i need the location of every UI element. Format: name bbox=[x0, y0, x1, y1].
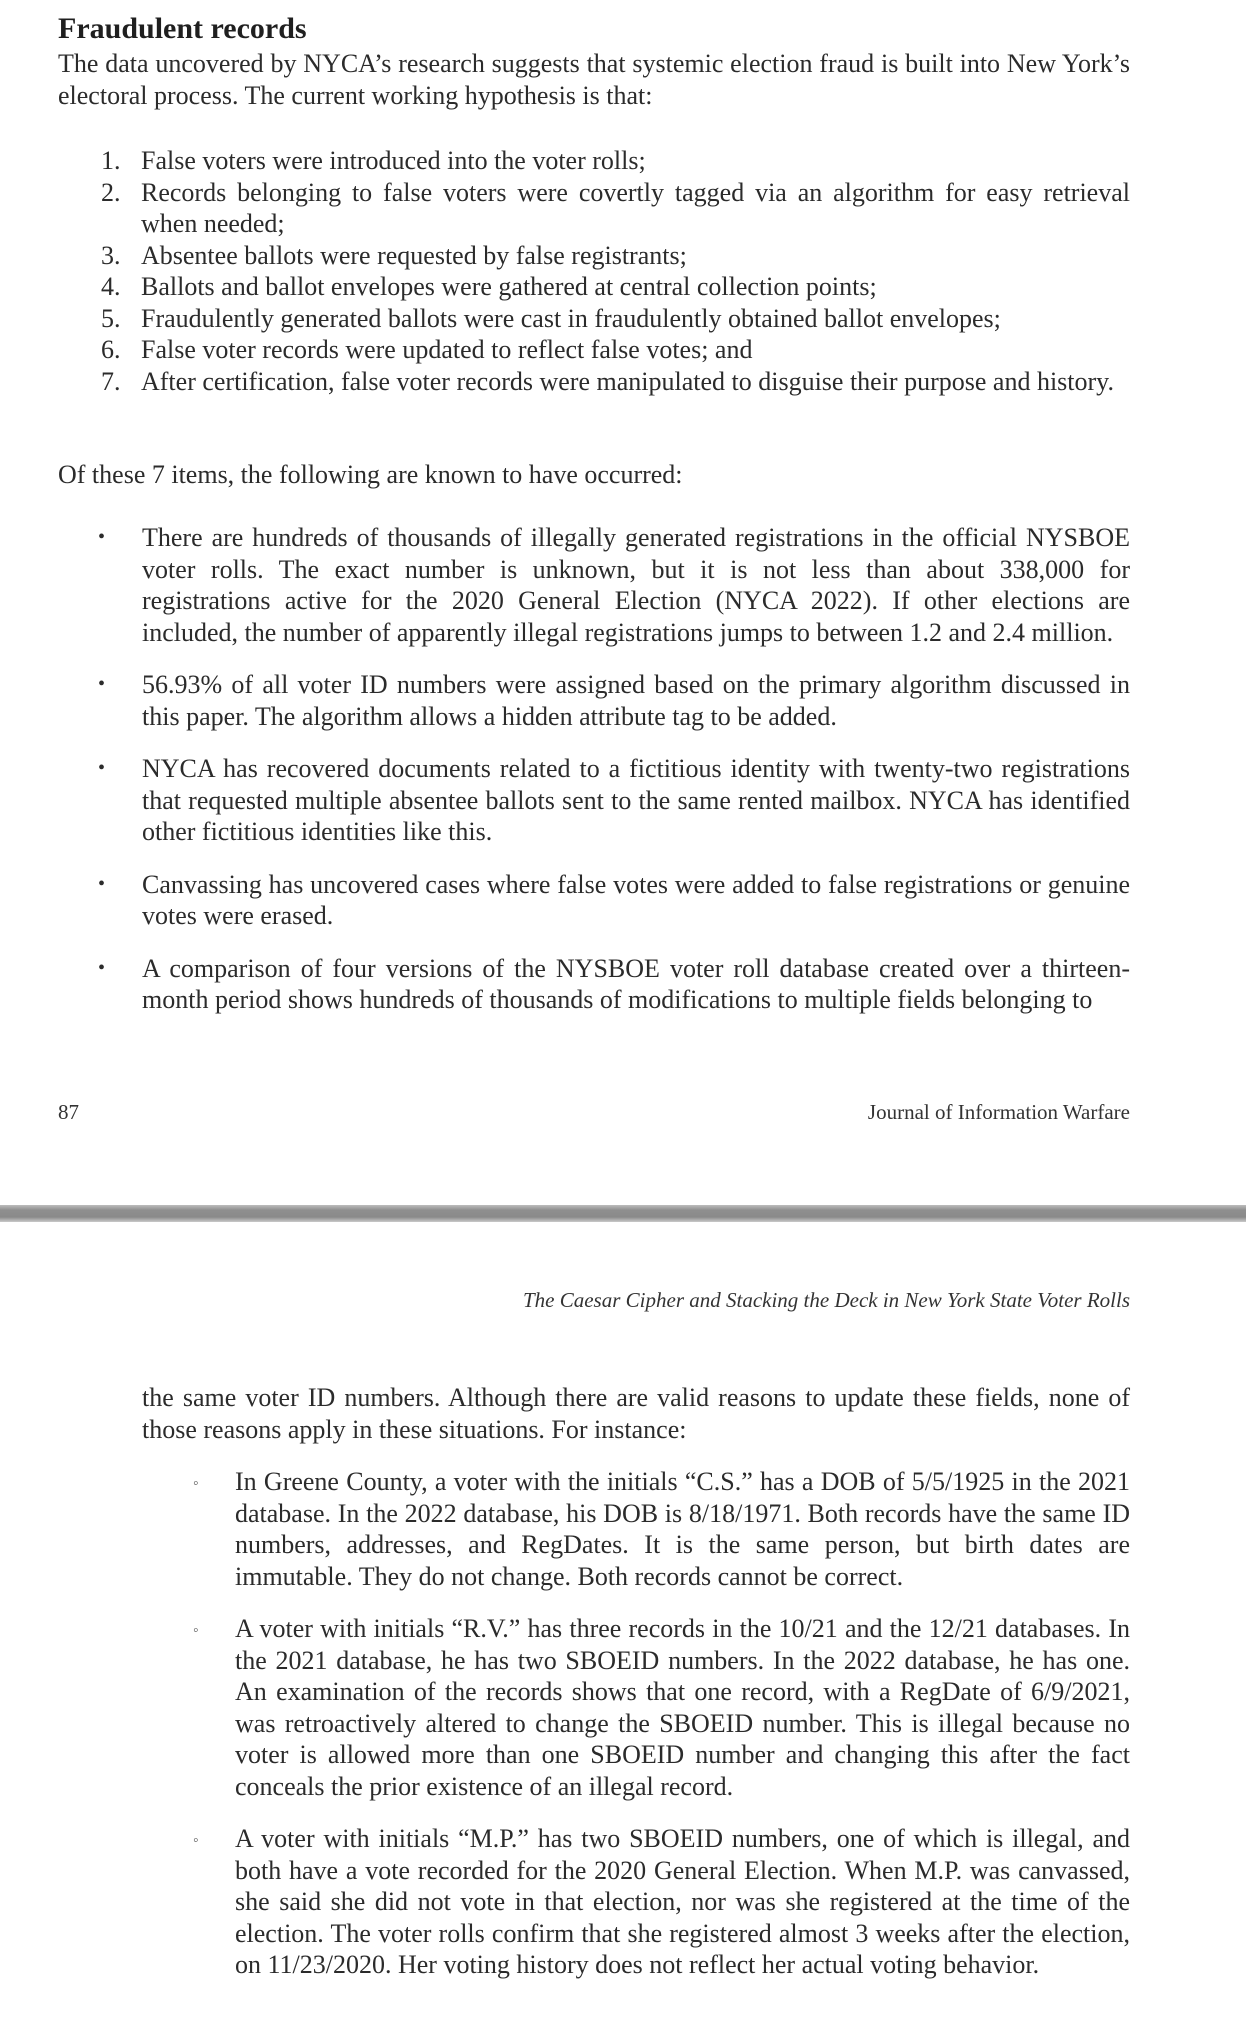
hypothesis-text: After certification, false voter records were manipulated to disguise their purpose and history. bbox=[141, 366, 1114, 396]
list-number: 2. bbox=[101, 177, 121, 207]
hypothesis-item bbox=[58, 303, 1130, 335]
fact-item bbox=[58, 669, 1130, 732]
bullet-icon: • bbox=[98, 956, 106, 979]
hypothesis-text: False voter records were updated to reflect false votes; and bbox=[141, 335, 753, 364]
hypothesis-item bbox=[58, 240, 1130, 272]
fact-text: There are hundreds of thousands of illegally generated registrations in the official NYSBOE voter rolls. The exact number is unknown, but it is not less than about 338,000 for registrations active for the 2020 General Election (NYCA 2022). If other elections are included, the number of apparently illegal registrations jumps to between 1.2 and 2.4 million. bbox=[142, 523, 1130, 647]
hypothesis-text: Absentee ballots were requested by false registrants; bbox=[141, 240, 687, 270]
fact-text: A comparison of four versions of the NYSBOE voter roll database created over a thirteen-month period shows hundreds of thousands of modifications to multiple fields belonging to bbox=[142, 953, 1130, 1014]
list-number: 3. bbox=[101, 240, 121, 270]
example-text: In Greene County, a voter with the initials “C.S.” has a DOB of 5/5/1925 in the 2021 database. In the 2022 database, his DOB is 8/18/1971. Both records have the same ID numbers, addresses, and RegDates. It is the same person, but birth dates are immutable. They do not change. Both records cannot be correct. bbox=[235, 1467, 1130, 1591]
intro-paragraph: The data uncovered by NYCA’s research suggests that systemic election fraud is built into New York’s electoral process. The current working hypothesis is that: bbox=[58, 49, 1130, 110]
example-text: A voter with initials “M.P.” has two SBOEID numbers, one of which is illegal, and both have a vote recorded for the 2020 General Election. When M.P. was canvassed, she said she did not vote in that election, nor was she registered at the time of the election. The voter rolls confirm that she registered almost 3 weeks after the election, on 11/23/2020. Her voting history does not reflect her actual voting behavior. bbox=[235, 1824, 1130, 1979]
bullet-icon: • bbox=[98, 872, 106, 895]
hypothesis-item bbox=[58, 271, 1130, 303]
hypothesis-item bbox=[58, 334, 1130, 366]
fact-text: 56.93% of all voter ID numbers were assigned based on the primary algorithm discussed in this paper. The algorithm allows a hidden attribute tag to be added. bbox=[142, 670, 1130, 731]
section-heading: Fraudulent records bbox=[58, 12, 307, 45]
occurred-paragraph: Of these 7 items, the following are known to have occurred: bbox=[58, 460, 683, 489]
list-number: 4. bbox=[101, 272, 121, 301]
document-page-88 bbox=[0, 1222, 1246, 2034]
circle-bullet-icon: ◦ bbox=[193, 1475, 199, 1492]
hypothesis-item bbox=[58, 145, 1130, 177]
circle-bullet-icon: ◦ bbox=[193, 1622, 199, 1639]
bullet-icon: • bbox=[98, 673, 106, 695]
hypothesis-item bbox=[58, 366, 1130, 398]
example-item bbox=[142, 1823, 1130, 1981]
continued-paragraph: the same voter ID numbers. Although there are valid reasons to update these fields, none of those reasons apply in these situations. For instance: bbox=[142, 1383, 1130, 1444]
hypothesis-text: False voters were introduced into the voter rolls; bbox=[141, 146, 646, 175]
hypothesis-text: Records belonging to false voters were covertly tagged via an algorithm for easy retrieval when needed; bbox=[141, 177, 1130, 238]
fact-item bbox=[58, 522, 1130, 648]
list-number: 1. bbox=[101, 146, 121, 175]
hypothesis-text: Fraudulently generated ballots were cast in fraudulently obtained ballot envelopes; bbox=[141, 303, 1001, 333]
known-facts-list bbox=[58, 522, 1130, 1037]
page-divider bbox=[0, 1205, 1246, 1222]
circle-bullet-icon: ◦ bbox=[193, 1832, 199, 1849]
fact-item bbox=[58, 869, 1130, 932]
example-text: A voter with initials “R.V.” has three records in the 10/21 and the 12/21 databases. In the 2021 database, he has two SBOEID numbers. In the 2022 database, he has one. An examination of the records shows that one record, with a RegDate of 6/9/2021, was retroactively altered to change the SBOEID number. This is illegal because no voter is allowed more than one SBOEID number and changing this after the fact conceals the prior existence of an illegal record. bbox=[235, 1614, 1130, 1801]
running-header: The Caesar Cipher and Stacking the Deck in New York State Voter Rolls bbox=[522, 1288, 1130, 1312]
fact-item bbox=[58, 953, 1130, 1016]
journal-footer: Journal of Information Warfare bbox=[867, 1100, 1130, 1124]
examples-list bbox=[142, 1466, 1130, 2002]
fact-text: NYCA has recovered documents related to a fictitious identity with twenty-two registrations that requested multiple absentee ballots sent to the same rented mailbox. NYCA has identified other fictitious identities like this. bbox=[142, 754, 1130, 846]
list-number: 7. bbox=[101, 366, 121, 396]
list-number: 6. bbox=[101, 335, 121, 364]
example-item bbox=[142, 1466, 1130, 1592]
hypothesis-item bbox=[58, 177, 1130, 240]
example-item bbox=[142, 1613, 1130, 1802]
hypothesis-list bbox=[58, 145, 1130, 397]
bullet-icon: • bbox=[98, 526, 106, 548]
bullet-icon: • bbox=[98, 757, 106, 779]
hypothesis-text: Ballots and ballot envelopes were gathered at central collection points; bbox=[141, 272, 877, 301]
fact-item bbox=[58, 753, 1130, 848]
list-number: 5. bbox=[101, 303, 121, 333]
fact-text: Canvassing has uncovered cases where false votes were added to false registrations or genuine votes were erased. bbox=[142, 869, 1130, 930]
page-number: 87 bbox=[58, 1100, 79, 1124]
